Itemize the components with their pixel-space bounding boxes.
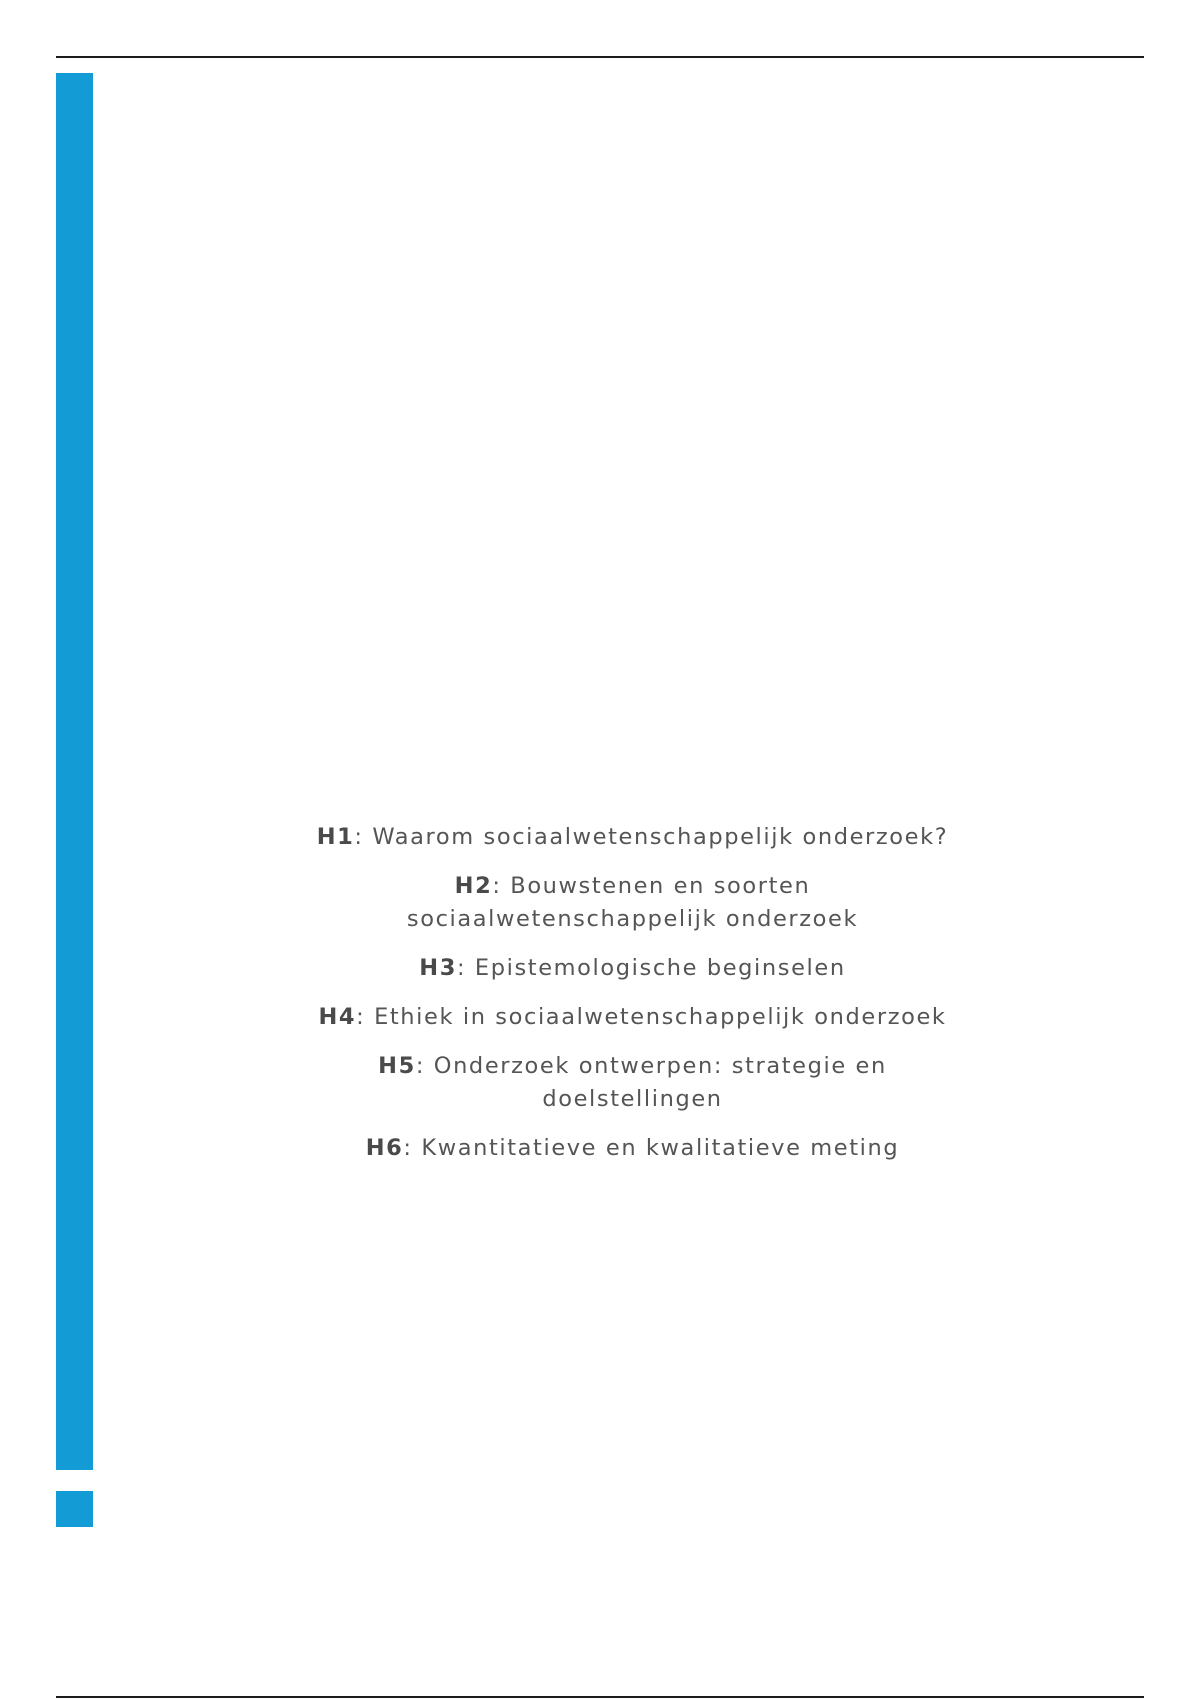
chapter-separator: :	[492, 873, 511, 899]
chapter-code: H4	[318, 1004, 357, 1030]
chapter-separator: :	[354, 824, 373, 850]
chapter-code: H6	[365, 1135, 404, 1161]
accent-square	[56, 1491, 93, 1527]
chapter-code: H3	[419, 955, 457, 981]
chapter-item-h3	[250, 952, 1015, 985]
chapter-title: Epistemologische beginselen	[474, 955, 846, 981]
chapter-item-h6	[250, 1132, 1015, 1165]
footer-rule	[56, 1696, 1144, 1698]
accent-bar	[56, 73, 93, 1470]
chapter-list	[250, 821, 1015, 1181]
chapter-title: Onderzoek ontwerpen: strategie en doelstellingen	[433, 1053, 887, 1112]
chapter-title: Kwantitatieve en kwalitatieve meting	[421, 1135, 900, 1161]
chapter-item-h5	[250, 1050, 1015, 1116]
chapter-separator: :	[356, 1004, 375, 1030]
header-rule	[56, 56, 1144, 58]
chapter-code: H1	[316, 824, 355, 850]
chapter-item-h1	[250, 821, 1015, 854]
chapter-separator: :	[456, 955, 475, 981]
chapter-item-h4	[250, 1001, 1015, 1034]
chapter-item-h2	[250, 870, 1015, 936]
chapter-code: H5	[378, 1053, 416, 1079]
chapter-title: Ethiek in sociaalwetenschappelijk onderzoek	[374, 1004, 947, 1030]
chapter-separator: :	[403, 1135, 422, 1161]
chapter-separator: :	[415, 1053, 434, 1079]
chapter-title: Waarom sociaalwetenschappelijk onderzoek?	[372, 824, 949, 850]
chapter-title: Bouwstenen en soorten sociaalwetenschappelijk onderzoek	[406, 873, 859, 932]
chapter-code: H2	[454, 873, 493, 899]
